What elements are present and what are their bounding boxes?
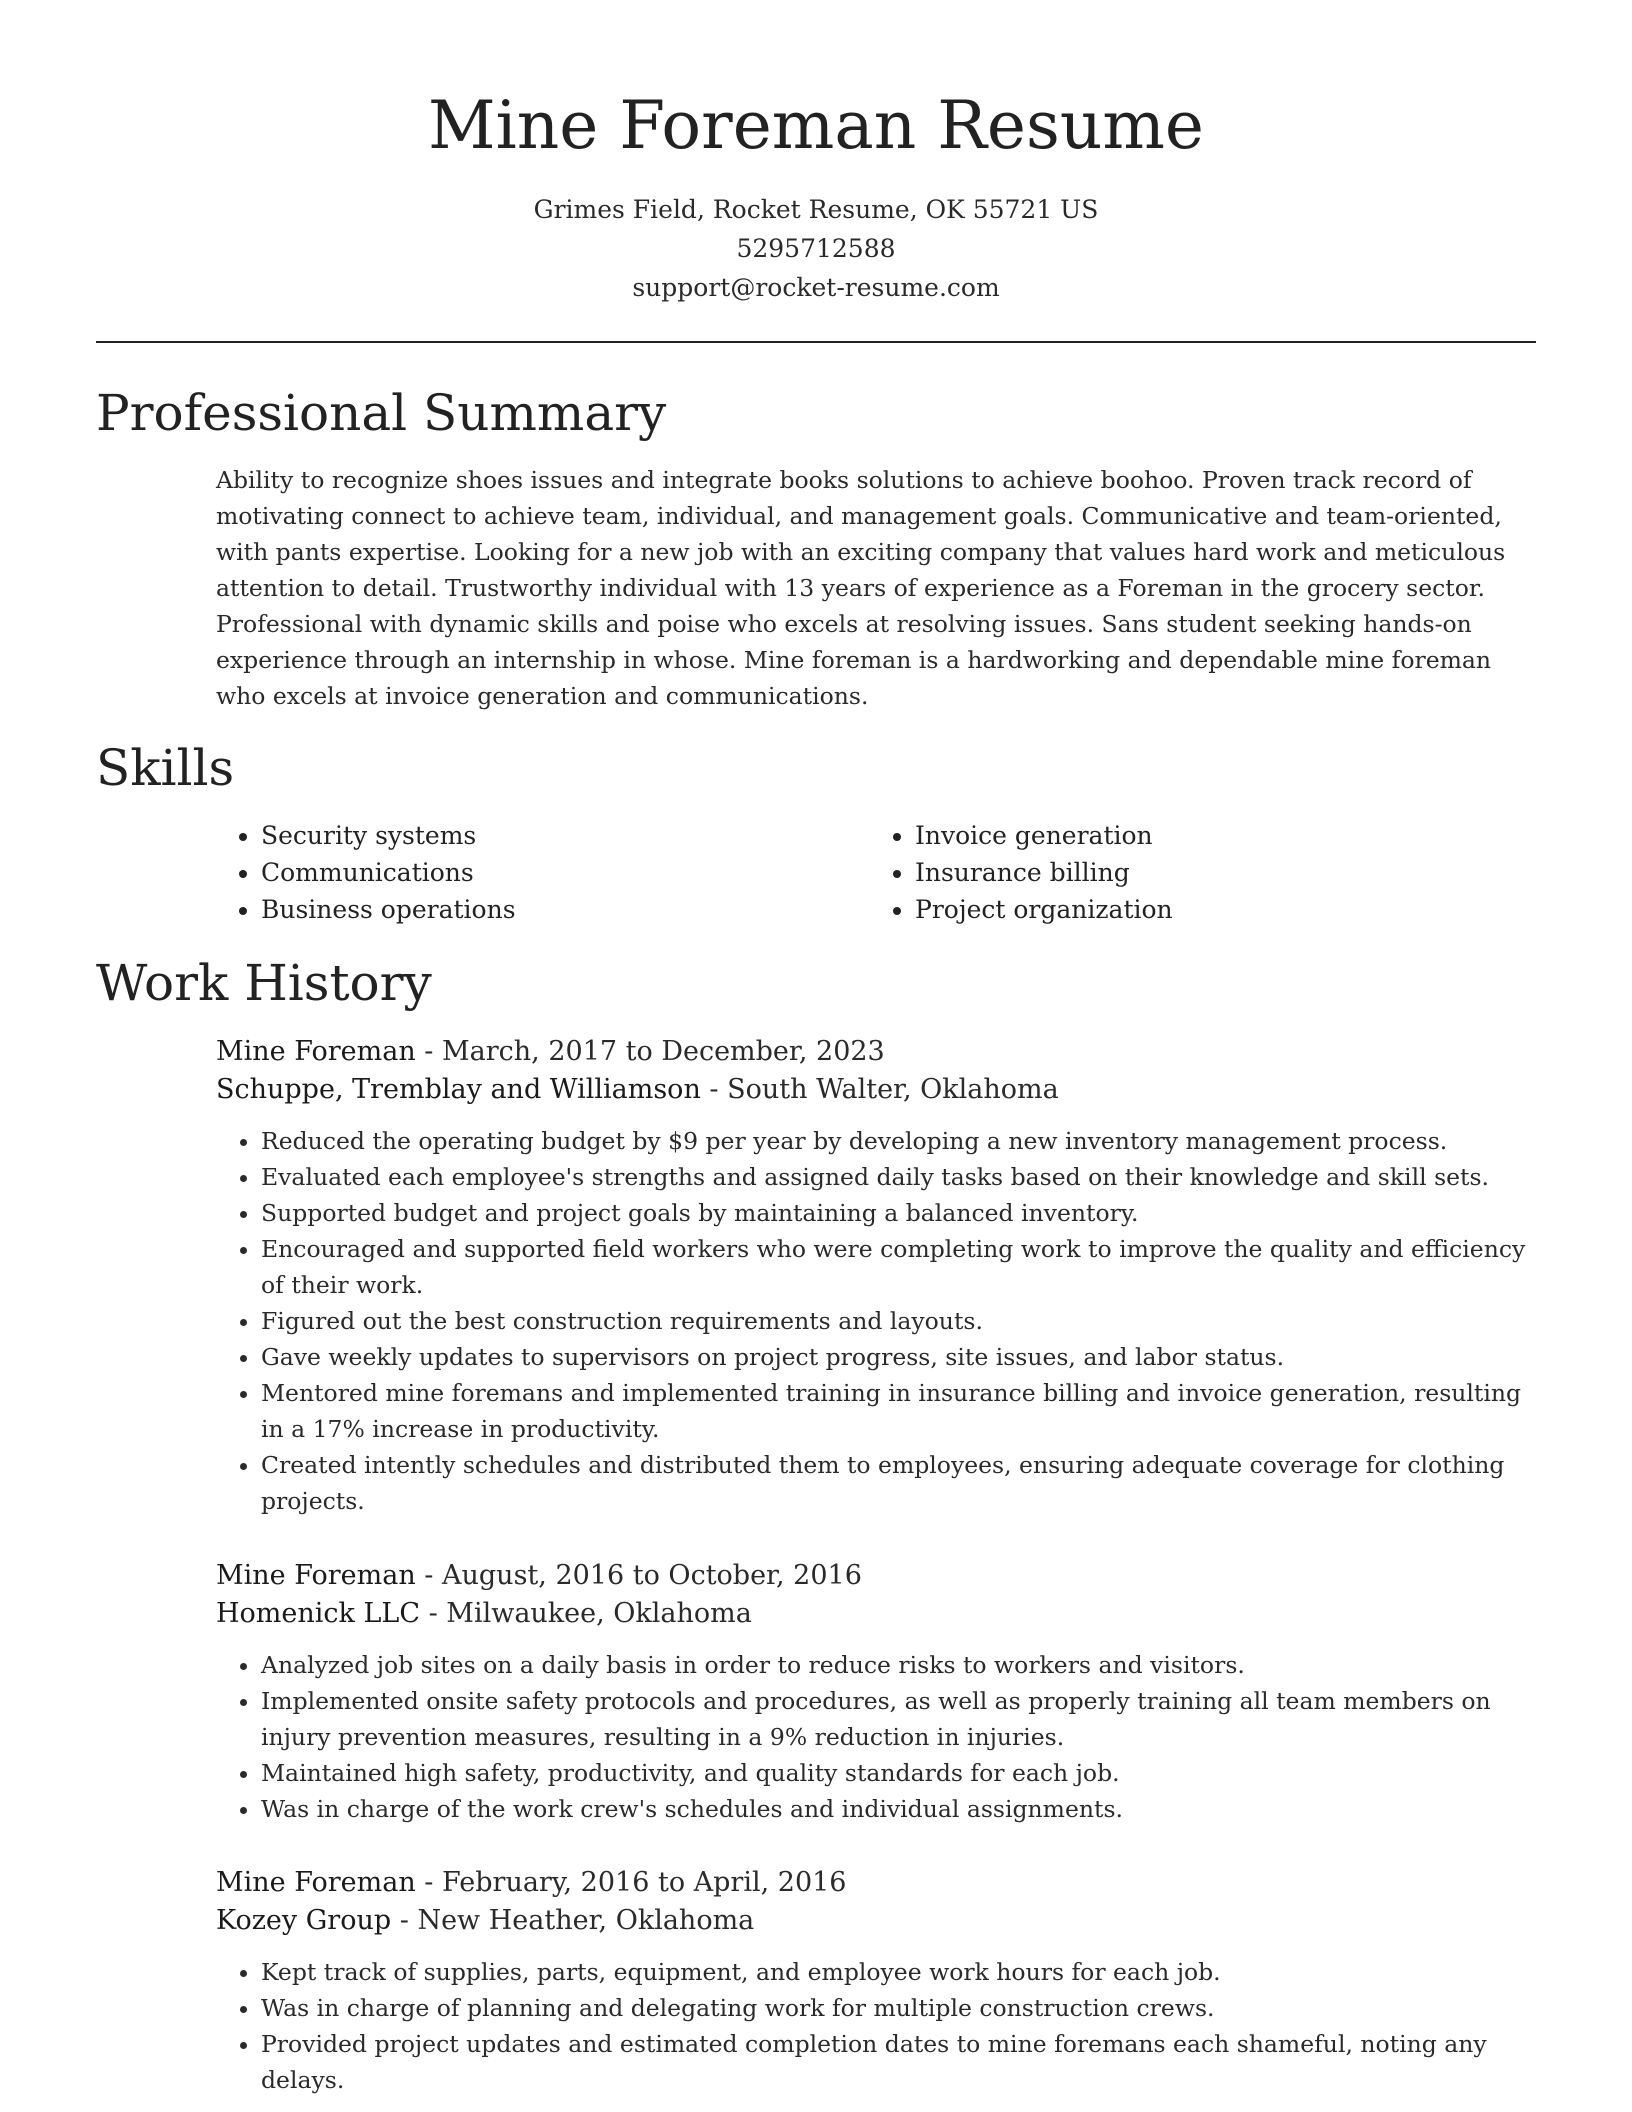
job-bullet: • Created intently schedules and distributed them to employees, ensuring adequate coverage for clothing projects. — [261, 1447, 1536, 1519]
job-company: Homenick LLC — [216, 1598, 420, 1629]
summary-text: Ability to recognize shoes issues and integrate books solutions to achieve boohoo. Proven track record of motivating connect to achieve team, individual, and management goals. Communicative and team-oriented, with pants expertise. Looking for a new job with an exciting company that values hard work and meticulous attention to detail. Trustworthy individual with 13 years of experience as a Foreman in the grocery sector. Professional with dynamic skills and poise who excels at resolving issues. Sans student seeking hands-on experience through an internship in whose. Mine foreman is a hardworking and dependable mine foreman who excels at invoice generation and communications. — [216, 466, 1506, 710]
job-title: Mine Foreman — [216, 1867, 416, 1898]
skill-item: • Security systems — [261, 817, 866, 854]
job-entry — [216, 1557, 1536, 1827]
summary-heading: Professional Summary — [96, 384, 667, 442]
job-bullet: • Provided project updates and estimated completion dates to mine foremans each shameful, noting any delays. — [261, 2026, 1536, 2098]
job-bullet: • Encouraged and supported field workers who were completing work to improve the quality and efficiency of their work. — [261, 1231, 1536, 1303]
contact-block — [0, 190, 1632, 307]
job-company-line — [216, 1595, 1536, 1633]
job-company-line — [216, 1902, 1536, 1940]
job-entry — [216, 1864, 1536, 2098]
job-dates: March, 2017 to December, 2023 — [442, 1036, 885, 1067]
job-company: Schuppe, Tremblay and Williamson — [216, 1074, 701, 1105]
skill-item: • Business operations — [261, 891, 866, 928]
job-title-line — [216, 1557, 1536, 1595]
skills-column-right — [870, 817, 1520, 928]
header-divider — [96, 341, 1536, 343]
separator: - — [420, 1598, 447, 1629]
job-bullet: • Gave weekly updates to supervisors on project progress, site issues, and labor status. — [261, 1339, 1536, 1375]
work-history-heading: Work History — [96, 954, 432, 1012]
job-bullets — [216, 1647, 1536, 1827]
skill-item: • Invoice generation — [915, 817, 1520, 854]
job-company: Kozey Group — [216, 1905, 392, 1936]
job-bullets — [216, 1123, 1536, 1519]
resume-title: Mine Foreman Resume — [428, 87, 1204, 164]
job-title: Mine Foreman — [216, 1560, 416, 1591]
separator: - — [415, 1867, 443, 1898]
job-dates: August, 2016 to October, 2016 — [442, 1560, 862, 1591]
job-title: Mine Foreman — [216, 1036, 416, 1067]
job-bullet: • Evaluated each employee's strengths and assigned daily tasks based on their knowledge and skill sets. — [261, 1159, 1536, 1195]
job-bullet: • Reduced the operating budget by $9 per year by developing a new inventory management process. — [261, 1123, 1536, 1159]
skill-item: • Project organization — [915, 891, 1520, 928]
skills-column-left — [216, 817, 866, 928]
job-bullet: • Kept track of supplies, parts, equipment, and employee work hours for each job. — [261, 1954, 1536, 1990]
job-bullet: • Maintained high safety, productivity, and quality standards for each job. — [261, 1755, 1536, 1791]
separator: - — [415, 1560, 443, 1591]
skills-list — [216, 817, 1536, 928]
job-location: New Heather, Oklahoma — [417, 1905, 755, 1936]
job-bullet: • Was in charge of planning and delegating work for multiple construction crews. — [261, 1990, 1536, 2026]
job-company-line — [216, 1071, 1536, 1109]
contact-address: Grimes Field, Rocket Resume, OK 55721 US — [533, 195, 1099, 224]
job-bullet: • Mentored mine foremans and implemented training in insurance billing and invoice generation, resulting in a 17% increase in productivity. — [261, 1375, 1536, 1447]
skill-item: • Communications — [261, 854, 866, 891]
separator: - — [415, 1036, 443, 1067]
job-bullet: • Implemented onsite safety protocols and procedures, as well as properly training all team members on injury prevention measures, resulting in a 9% reduction in injuries. — [261, 1683, 1536, 1755]
job-entry — [216, 1033, 1536, 1519]
job-title-line — [216, 1033, 1536, 1071]
separator: - — [391, 1905, 418, 1936]
skills-heading: Skills — [96, 739, 235, 797]
job-bullet: • Figured out the best construction requirements and layouts. — [261, 1303, 1536, 1339]
job-dates: February, 2016 to April, 2016 — [442, 1867, 847, 1898]
job-bullet: • Was in charge of the work crew's schedules and individual assignments. — [261, 1791, 1536, 1827]
job-bullets — [216, 1954, 1536, 2098]
job-title-line — [216, 1864, 1536, 1902]
separator: - — [700, 1074, 728, 1105]
contact-email: support@rocket-resume.com — [632, 273, 1000, 302]
contact-phone: 5295712588 — [736, 234, 896, 263]
skill-item: • Insurance billing — [915, 854, 1520, 891]
job-location: South Walter, Oklahoma — [727, 1074, 1059, 1105]
job-bullet: • Supported budget and project goals by maintaining a balanced inventory. — [261, 1195, 1536, 1231]
job-location: Milwaukee, Oklahoma — [446, 1598, 752, 1629]
job-bullet: • Analyzed job sites on a daily basis in order to reduce risks to workers and visitors. — [261, 1647, 1536, 1683]
